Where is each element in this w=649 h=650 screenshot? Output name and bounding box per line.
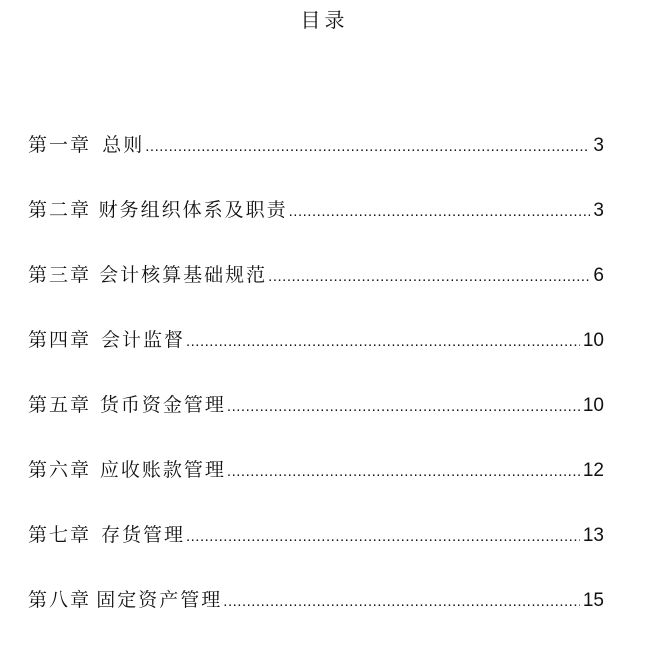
toc-entry[interactable]: [28, 195, 604, 260]
toc-chapter-title: 货币资金管理: [99, 394, 226, 416]
toc-page-number: 13: [582, 525, 604, 546]
toc-entry[interactable]: [28, 455, 604, 520]
toc-page-number: 6: [593, 265, 604, 286]
toc-chapter-number: 第七章: [28, 524, 92, 546]
toc-dot-leader: [227, 463, 580, 480]
toc-entry[interactable]: [28, 585, 604, 650]
toc-chapter-number: 第一章: [28, 134, 92, 156]
toc-dot-leader: [145, 138, 590, 155]
toc-page-number: 10: [582, 395, 604, 416]
toc-chapter-number: 第六章: [28, 459, 92, 481]
toc-page-number: 12: [582, 460, 604, 481]
toc-chapter-title: 会计监督: [100, 329, 185, 351]
toc-chapter-number: 第五章: [28, 394, 92, 416]
toc-chapter-title: 固定资产管理: [96, 589, 223, 611]
toc-chapter-number: 第三章: [28, 264, 92, 286]
toc-dot-leader: [289, 203, 591, 220]
toc-chapter-number: 第四章: [28, 329, 92, 351]
toc-page-number: 3: [593, 135, 604, 156]
toc-page-number: 15: [582, 590, 604, 611]
toc-chapter-title: 总则: [102, 134, 145, 156]
toc-dot-leader: [186, 333, 580, 350]
toc-entry[interactable]: [28, 390, 604, 455]
toc-title: 目录: [300, 8, 349, 32]
toc-page-number: 10: [582, 330, 604, 351]
toc-entry[interactable]: [28, 260, 604, 325]
toc-chapter-title: 应收账款管理: [99, 459, 226, 481]
toc-chapter-title: 财务组织体系及职责: [98, 199, 288, 221]
toc-dot-leader: [268, 268, 590, 285]
toc-entry[interactable]: [28, 325, 604, 390]
toc-list: [28, 130, 604, 650]
toc-chapter-title: 存货管理: [100, 524, 185, 546]
toc-entry[interactable]: [28, 520, 604, 585]
toc-dot-leader: [186, 528, 580, 545]
toc-page-number: 3: [593, 200, 604, 221]
toc-dot-leader: [227, 398, 580, 415]
toc-chapter-number: 第八章: [28, 589, 92, 611]
toc-dot-leader: [223, 593, 580, 610]
toc-chapter-title: 会计核算基础规范: [99, 264, 268, 286]
toc-chapter-number: 第二章: [28, 199, 92, 221]
toc-entry[interactable]: [28, 130, 604, 195]
